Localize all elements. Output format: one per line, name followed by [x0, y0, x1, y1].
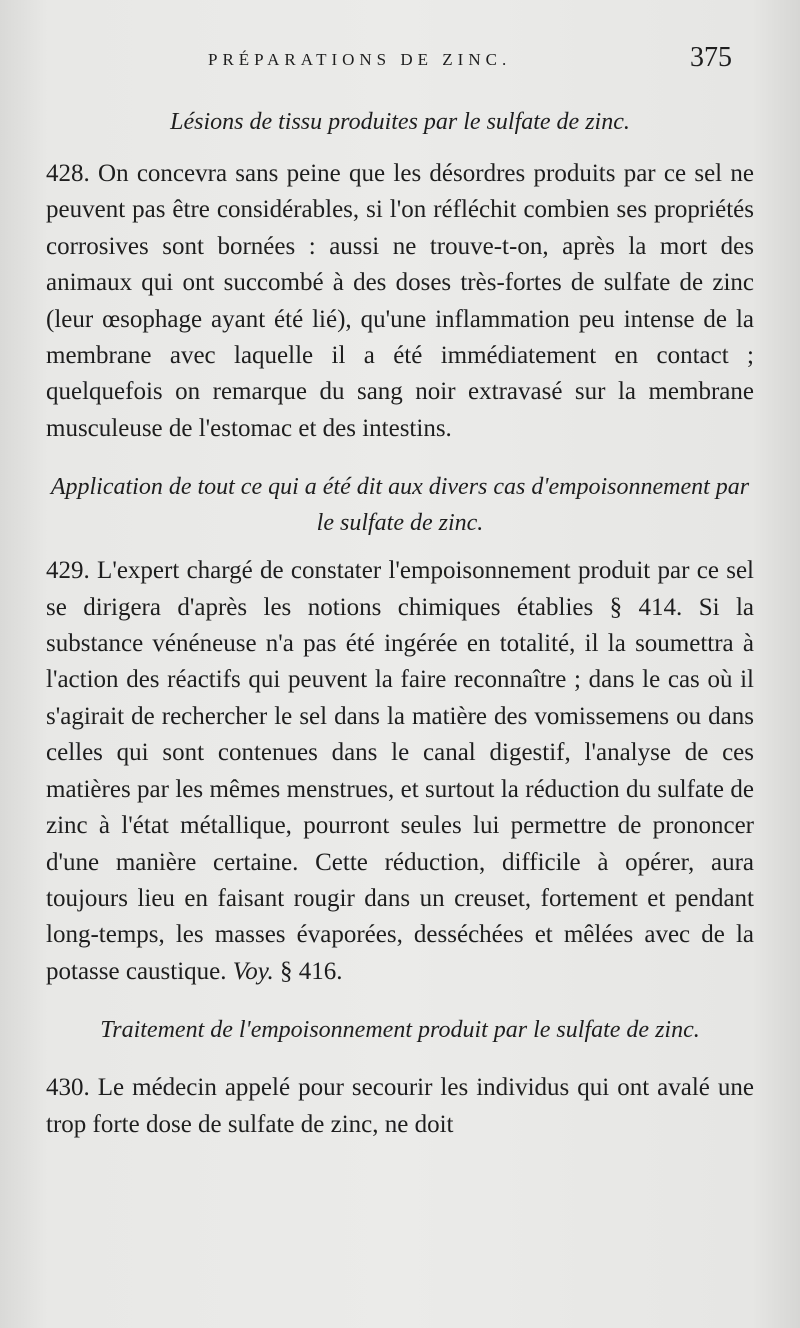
paragraph-number: 428. [46, 160, 90, 187]
page-header [0, 42, 800, 76]
paragraph-430 [46, 1070, 754, 1143]
section-heading-traitement: Traitement de l'empoisonnement produit par le sulfate de zinc. [100, 1017, 700, 1044]
paragraph-text: Le médecin appelé pour secourir les individus qui ont avalé une trop forte dose de sulfate de zinc, ne doit [46, 1074, 755, 1138]
paragraph-text: On concevra sans peine que les désordres produits par ce sel ne peuvent pas être considérables, si l'on réfléchit combien ses propriétés corrosives sont bornées : aussi ne trouve-t-on, après la mort des animaux qui ont succombé à des doses très-fortes de sulfate de zinc (leur œsophage ayant été lié), qu'une inflammation peu intense de la membrane avec laquelle il a été immédiatement en contact ; quelquefois on remarque du sang noir extravasé sur la membrane musculeuse de l'estomac et des intestins. [46, 160, 754, 442]
cross-reference-target: § 416. [279, 957, 343, 985]
section-heading-lesions: Lésions de tissu produites par le sulfate de zinc. [170, 109, 630, 135]
page-body [46, 102, 754, 1143]
paragraph-429 [46, 553, 754, 990]
paragraph-number: 430. [46, 1074, 90, 1102]
running-title: PRÉPARATIONS DE ZINC. [208, 50, 512, 69]
paragraph-428 [46, 156, 754, 447]
section-heading-application: Application de tout ce qui a été dit aux divers cas d'empoisonnement par le sulfate de zinc. [50, 474, 750, 537]
paragraph-text: L'expert chargé de constater l'empoisonnement produit par ce sel se dirigera d'après les notions chimiques établies § 414. Si la substance vénéneuse n'a pas été ingérée en totalité, il la soumettra à l'action des réactifs qui peuvent la faire reconnaître ; dans le cas où il s'agirait de rechercher le sel dans la matière des vomissemens ou dans celles qui sont contenues dans le canal digestif, l'analyse de ces matières par les mêmes menstrues, et surtout la réduction du sulfate de zinc à l'état métallique, pourront seules lui permettre de prononcer d'une manière certaine. Cette réduction, difficile à opérer, aura toujours lieu en faisant rougir dans un creuset, fortement et pendant long-temps, les masses évaporées, desséchées et mêlées avec de la potasse caustique. [46, 557, 754, 985]
page-number: 375 [690, 42, 732, 73]
paragraph-number: 429. [46, 557, 90, 585]
cross-reference-label: Voy. [232, 957, 274, 985]
